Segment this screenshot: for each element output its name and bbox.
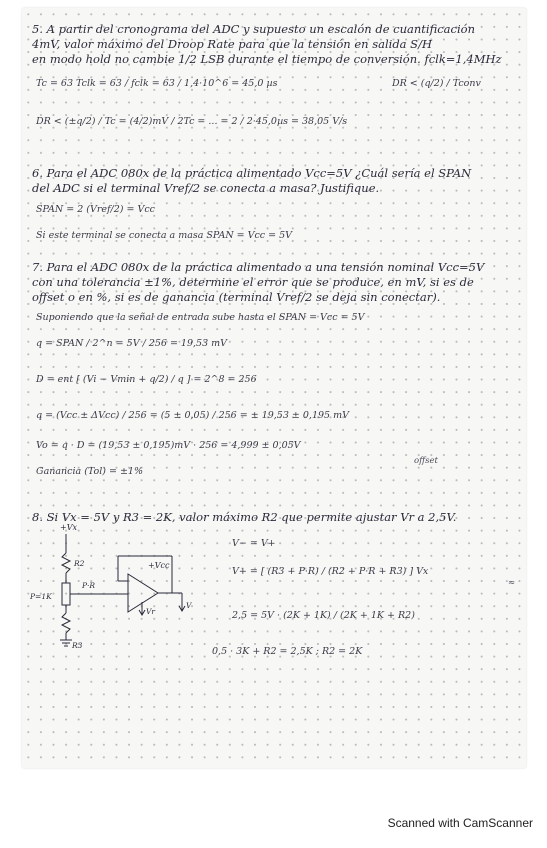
q6-equation-1: SPAN = 2 (Vref/2) = Vcc bbox=[36, 204, 155, 215]
q8-side-marks: ≈ bbox=[508, 578, 516, 588]
q7-title-line2: con una tolerancia ±1%, determine el error que se produce, en mV, si es de bbox=[32, 275, 474, 289]
circuit-label-vout: V bbox=[186, 601, 192, 610]
q5-title-line3: en modo hold no cambie 1/2 LSB durante el tiempo de conversión. fclk=1,4MHz bbox=[32, 52, 502, 66]
circuit-label-p: P=1K bbox=[30, 592, 52, 601]
q7-equation-2: D = ent [ (Vi − Vmin + q/2) / q ] = 2^8 = 256 bbox=[36, 374, 257, 385]
circuit-label-pr: P·R bbox=[82, 581, 96, 590]
q7-title: 7. Para el ADC 080x de la práctica alimentado a una tensión nominal Vcc=5V bbox=[32, 260, 485, 274]
q5-title-line2: 4mV, valor máximo del Droop Rate para que la tensión en salida S/H bbox=[32, 37, 432, 51]
q8-equation-4: 0,5 · 3K + R2 = 2,5K ; R2 = 2K bbox=[212, 646, 363, 657]
notebook-page bbox=[22, 8, 526, 768]
q7-intro: Suponiendo que la señal de entrada sube hasta el SPAN = Vcc = 5V bbox=[36, 312, 365, 323]
q7-equation-5: Ganancia (Tol) = ±1% bbox=[36, 466, 143, 477]
q5-equation-1-right: DR < (q/2) / Tconv bbox=[392, 78, 481, 89]
circuit-label-r3: R3 bbox=[72, 641, 83, 650]
q5-equation-2: DR < (±q/2) / Tc = (4/2)mV / 2Tc = ... = 2 / 2·45,0µs = 38,05 V/s bbox=[36, 116, 348, 127]
q8-equation-2: V+ = [ (R3 + P·R) / (R2 + P·R + R3) ] Vx bbox=[232, 566, 429, 577]
q7-equation-1: q = SPAN / 2^n = 5V / 256 = 19,53 mV bbox=[36, 338, 228, 349]
q6-title-line2: del ADC si el terminal Vref/2 se conecta a masa? Justifique. bbox=[32, 181, 380, 195]
potentiometer bbox=[62, 583, 70, 605]
circuit-label-vcc: +Vcc bbox=[148, 561, 170, 570]
q8-title: 8. Si Vx = 5V y R3 = 2K, valor máximo R2 que permite ajustar Vr a 2,5V. bbox=[32, 510, 457, 524]
q7-offset-note: offset bbox=[414, 456, 438, 466]
q7-equation-3: q = (Vcc ± ΔVcc) / 256 = (5 ± 0,05) / 256 = ± 19,53 ± 0,195 mV bbox=[36, 410, 349, 421]
q7-title-line3: offset o en %, si es de ganancia (terminal Vref/2 se deja sin conectar). bbox=[32, 290, 441, 304]
circuit-diagram bbox=[22, 8, 526, 768]
r2-resistor bbox=[62, 553, 70, 573]
q8-equation-1: V− = V+ bbox=[232, 538, 276, 549]
circuit-label-r2: R2 bbox=[74, 559, 85, 568]
r3-resistor bbox=[62, 613, 70, 633]
q5-title: 5. A partir del cronograma del ADC y supuesto un escalón de cuantificación bbox=[32, 22, 475, 36]
circuit-label-vx: +Vx bbox=[60, 523, 77, 532]
q7-equation-4: Vo = q · D = (19,53 ± 0,195)mV · 256 = 4,999 ± 0,05V bbox=[36, 440, 301, 451]
q6-title: 6. Para el ADC 080x de la práctica alimentado Vcc=5V ¿Cuál sería el SPAN bbox=[32, 166, 472, 180]
q5-equation-1: Tc = 63 Tclk = 63 / fclk = 63 / 1,4·10^6 = 45,0 µs bbox=[36, 78, 278, 89]
q8-equation-3: 2,5 = 5V · (2K + 1K) / (2K + 1K + R2) bbox=[232, 610, 415, 621]
camscanner-watermark: Scanned with CamScanner bbox=[387, 816, 533, 830]
circuit-label-vr: Vr bbox=[146, 607, 156, 616]
q6-equation-2: Si este terminal se conecta a masa SPAN = Vcc = 5V bbox=[36, 230, 293, 241]
